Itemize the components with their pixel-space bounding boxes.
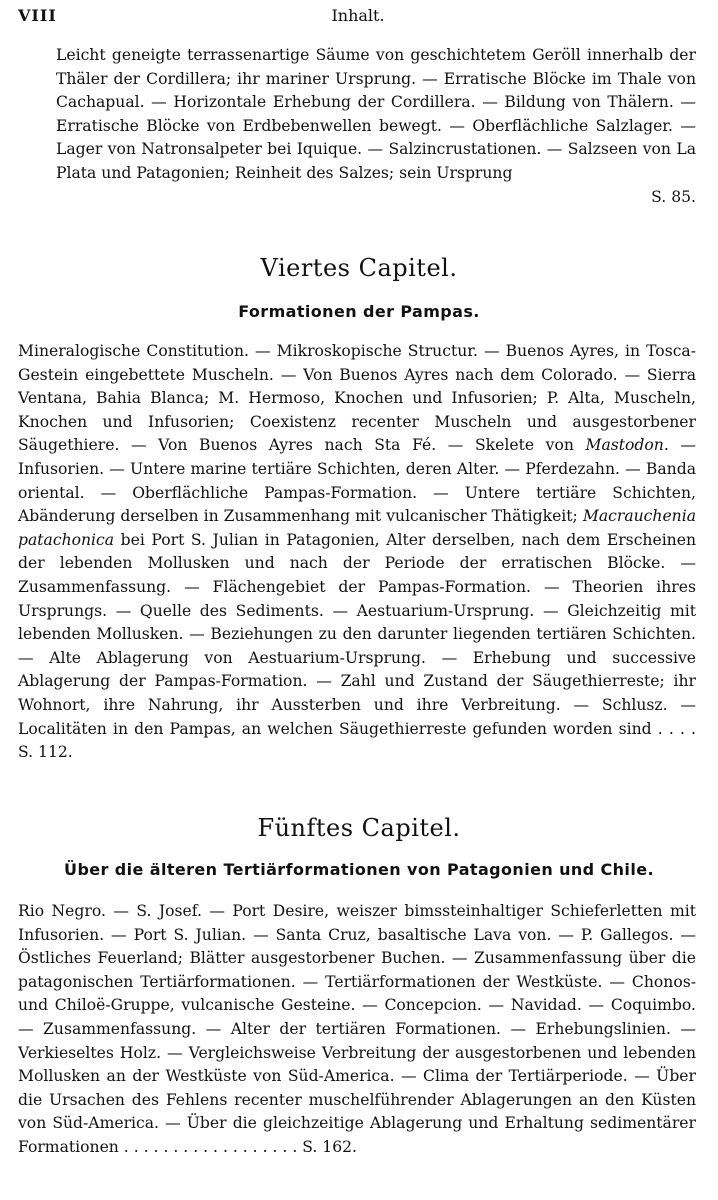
chapter4-text-b: — Infusorien. — Untere marine tertiäre Schichten, deren Alter. — Pferdezahn. — Banda oriental. — Oberflächliche Pampas-Formation. — Untere tertiäre Schichten, Abänderung derselben in Zusammenhang mit vulcanischer Thätigkeit; bbox=[18, 436, 697, 526]
chapter5-title: Fünftes Capitel. bbox=[257, 814, 461, 842]
running-title: Inhalt. bbox=[331, 6, 385, 25]
page-header bbox=[18, 6, 698, 30]
chapter4-paragraph bbox=[18, 340, 696, 765]
page-number: VIII bbox=[18, 6, 57, 25]
intro-text: Leicht geneigte terrassenartige Säume von geschichtetem Geröll innerhalb der Thäler der Cordillera; ihr mariner Ursprung. — Erratische Blöcke im Thale von Cachapual. — Horizontale Erhebung der Cordillera. — Bildung von Thälern. — Erratische Blöcke von Erdbebenwellen bewegt. — Oberflächliche Salzlager. — Lager von Natronsalpeter bei Iquique. — Salzincrustationen. — Salzseen von La Plata und Patagonien; Reinheit des Salzes; sein Ursprung bbox=[56, 46, 696, 182]
chapter4-text-c: bei Port S. Julian in Patagonien, Alter derselben, nach dem Erscheinen der lebenden Mollusken und nach der Periode der erratischen Blöcke. — Zusammenfassung. — Flächengebiet der Pampas-Formation. — Theorien ihres Ursprungs. — Quelle des Sediments. — Aestuarium-Ursprung. — Gleichzeitig mit lebenden Mollusken. — Beziehungen zu den darunter liegenden tertiären Schichten. — Alte Ablagerung von Aestuarium-Ursprung. — Erhebung und successive Ablagerung der Pampas-Formation. — Zahl und Zustand der Säugethierreste; ihr Wohnort, ihre Nahrung, ihr Aussterben und ihre Verbreitung. — Schlusz. — Localitäten in den Pampas, an welchen Säugethierreste gefunden worden sind . . . . S. 112. bbox=[18, 530, 696, 762]
intro-paragraph bbox=[56, 44, 696, 209]
chapter4-subtitle: Formationen der Pampas. bbox=[238, 302, 480, 321]
chapter5-paragraph bbox=[18, 900, 696, 1160]
chapter4-italic-macrauchenia: Macrauchenia patachonica bbox=[18, 507, 696, 549]
chapter4-italic-mastodon: Mastodon. bbox=[585, 436, 669, 455]
chapter4-title: Viertes Capitel. bbox=[260, 254, 458, 282]
chapter4-text-a: Mineralogische Constitution. — Mikroskopische Structur. — Buenos Ayres, in Tosca-Gestein eingebettete Muscheln. — Von Buenos Ayres nach dem Colorado. — Sierra Ventana, Bahia Blanca; M. Hermoso, Knochen und Infusorien; P. Alta, Muscheln, Knochen und Infusorien; Coexistenz recenter Muscheln und ausgestorbener Säugethiere. — Von Buenos Ayres nach Sta Fé. — Skelete von bbox=[18, 342, 696, 455]
chapter5-text: Rio Negro. — S. Josef. — Port Desire, weiszer bimssteinhaltiger Schieferletten mit Infusorien. — Port S. Julian. — Santa Cruz, basaltische Lava von. — P. Gallegos. — Östliches Feuerland; Blätter ausgestorbener Buchen. — Zusammenfassung über die patagonischen Tertiärformationen. — Tertiärformationen der Westküste. — Chonos- und Chiloë-Gruppe, vulcanische Gesteine. — Concepcion. — Navidad. — Coquimbo. — Zusammenfassung. — Alter der tertiären Formationen. — Erhebungslinien. — Verkieseltes Holz. — Vergleichsweise Verbreitung der ausgestorbenen und lebenden Mollusken an der Westküste von Süd-America. — Clima der Tertiärperiode. — Über die Ursachen des Fehlens recenter muschelführender Ablagerungen an den Küsten von Süd-America. — Über die gleichzeitige Ablagerung und Erhaltung sedimentärer Formationen . . . . . . . . . . . . . . . . . . S. 162. bbox=[18, 902, 696, 1156]
intro-page-ref: S. 85. bbox=[651, 187, 696, 206]
chapter5-subtitle: Über die älteren Tertiärformationen von Patagonien und Chile. bbox=[64, 860, 654, 879]
